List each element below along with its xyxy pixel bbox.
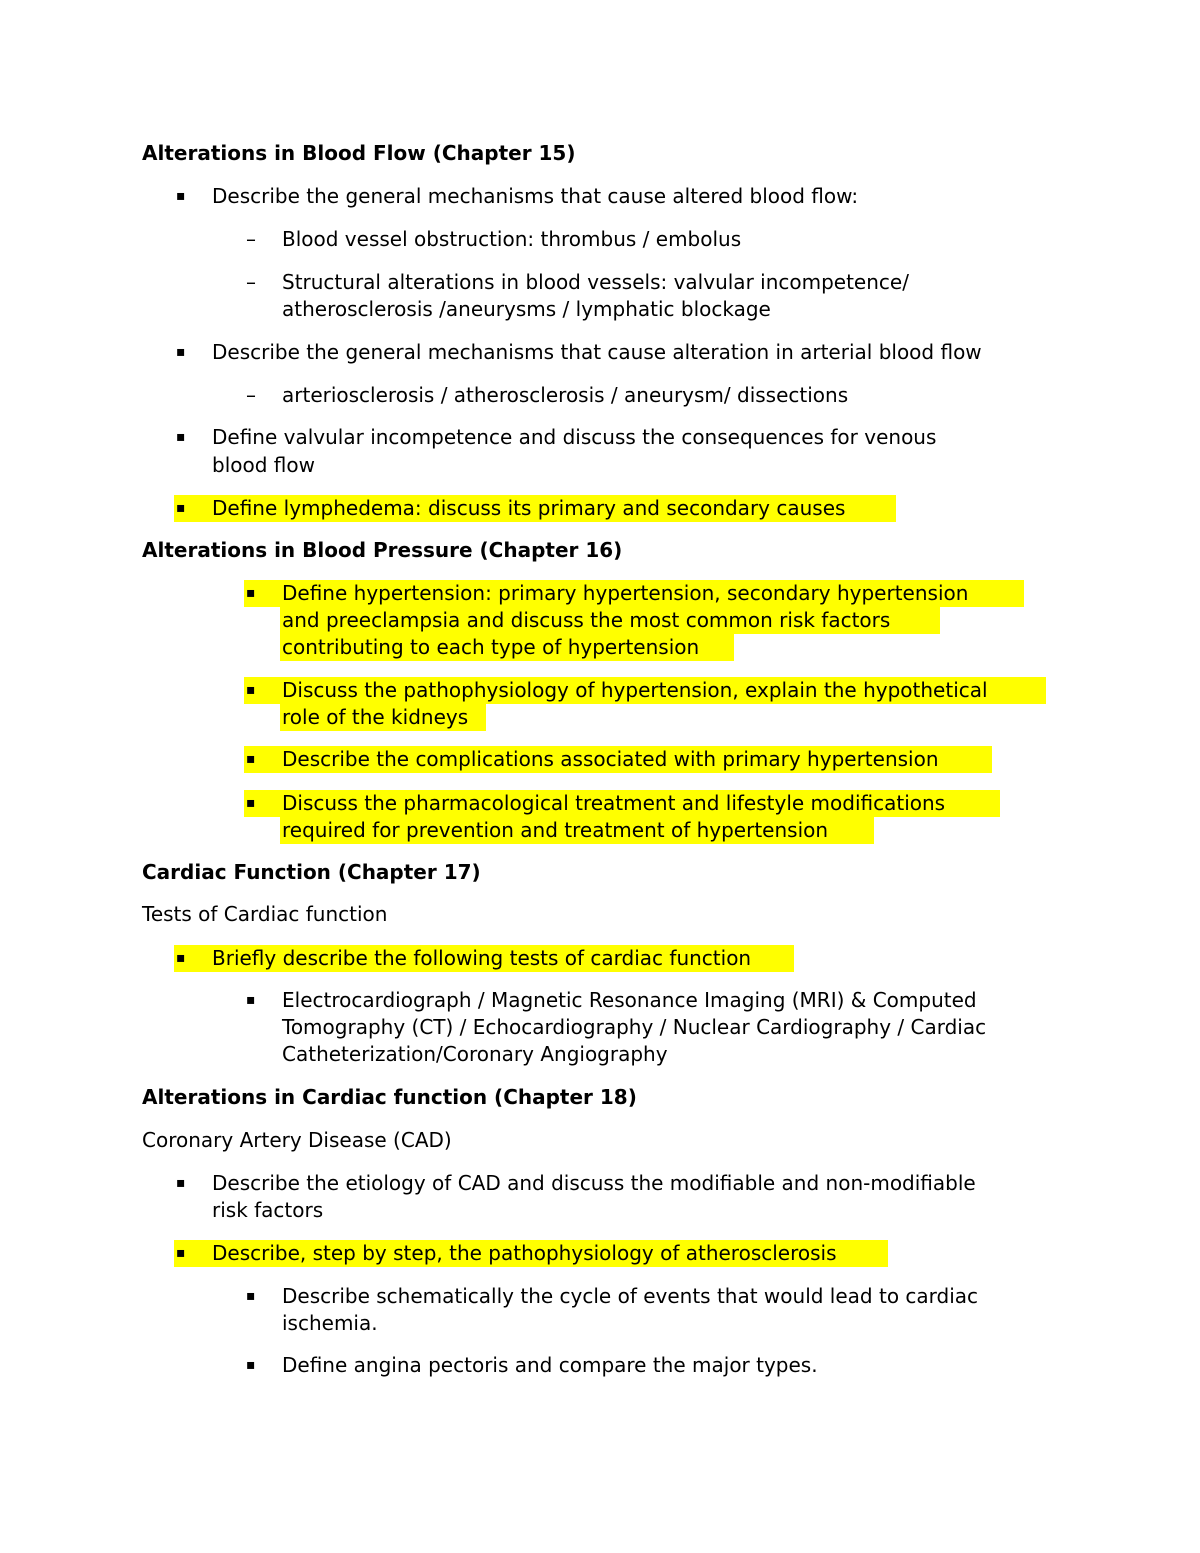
list-item-continuation: atherosclerosis /aneurysms / lymphatic blockage [282,297,771,321]
list-item: Blood vessel obstruction: thrombus / embolus [282,227,742,251]
list-item-continuation: Catheterization/Coronary Angiography [282,1042,668,1066]
list-item-highlighted: Describe the complications associated with primary hypertension [282,747,939,771]
list-item-continuation: Tomography (CT) / Echocardiography / Nuclear Cardiography / Cardiac [282,1015,987,1039]
section-heading: Alterations in Blood Flow (Chapter 15) [142,141,576,165]
list-item: Describe the etiology of CAD and discuss the modifiable and non-modifiable [212,1171,976,1195]
list-item-highlighted: Briefly describe the following tests of cardiac function [212,946,752,970]
bullet-marker: ▪ [176,188,186,204]
bullet-marker: ▪ [246,1288,256,1304]
bullet-marker: ▪ [246,682,256,698]
list-item: Define angina pectoris and compare the major types. [282,1353,818,1377]
subheading: Tests of Cardiac function [142,902,388,926]
list-item-continuation: required for prevention and treatment of hypertension [282,818,829,842]
list-item-continuation: ischemia. [282,1311,378,1335]
list-item: Structural alterations in blood vessels: valvular incompetence/ [282,270,909,294]
bullet-marker: ▪ [176,344,186,360]
bullet-marker: ▪ [246,585,256,601]
dash-marker: – [246,227,256,251]
list-item-continuation: risk factors [212,1198,324,1222]
list-item: Electrocardiograph / Magnetic Resonance Imaging (MRI) & Computed [282,988,977,1012]
bullet-marker: ▪ [176,429,186,445]
list-item-highlighted: Define lymphedema: discuss its primary and secondary causes [212,496,846,520]
list-item: Describe schematically the cycle of events that would lead to cardiac [282,1284,979,1308]
bullet-marker: ▪ [246,751,256,767]
list-item-continuation: role of the kidneys [282,705,469,729]
list-item: Describe the general mechanisms that cause alteration in arterial blood flow [212,340,982,364]
section-heading: Alterations in Blood Pressure (Chapter 16) [142,538,623,562]
list-item-highlighted: Discuss the pathophysiology of hypertension, explain the hypothetical [282,678,988,702]
dash-marker: – [246,383,256,407]
dash-marker: – [246,270,256,294]
list-item-continuation: and preeclampsia and discuss the most common risk factors [282,608,891,632]
bullet-marker: ▪ [176,950,186,966]
bullet-marker: ▪ [176,1245,186,1261]
section-heading: Cardiac Function (Chapter 17) [142,860,481,884]
bullet-marker: ▪ [176,1175,186,1191]
bullet-marker: ▪ [246,992,256,1008]
subheading: Coronary Artery Disease (CAD) [142,1128,452,1152]
list-item-highlighted: Define hypertension: primary hypertension, secondary hypertension [282,581,969,605]
bullet-marker: ▪ [246,1357,256,1373]
bullet-marker: ▪ [176,500,186,516]
list-item: Define valvular incompetence and discuss the consequences for venous [212,425,937,449]
bullet-marker: ▪ [246,795,256,811]
list-item-continuation: blood flow [212,453,315,477]
list-item: Describe the general mechanisms that cause altered blood flow: [212,184,859,208]
list-item-highlighted: Discuss the pharmacological treatment and lifestyle modifications [282,791,946,815]
list-item: arteriosclerosis / atherosclerosis / aneurysm/ dissections [282,383,849,407]
list-item-highlighted: Describe, step by step, the pathophysiology of atherosclerosis [212,1241,837,1265]
section-heading: Alterations in Cardiac function (Chapter 18) [142,1085,637,1109]
list-item-continuation: contributing to each type of hypertension [282,635,700,659]
